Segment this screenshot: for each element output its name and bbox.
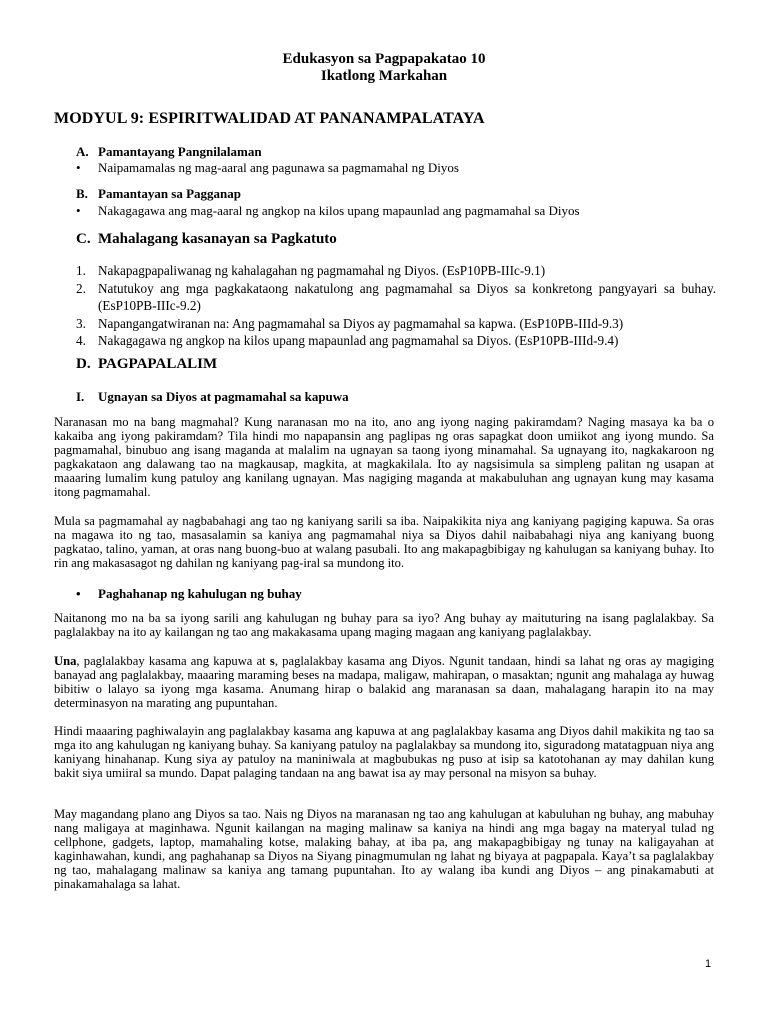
- subsection-i-heading: [76, 389, 349, 405]
- emphasis-una: Una: [54, 654, 77, 668]
- emphasis-s: s: [269, 654, 275, 668]
- bullet-heading-text: Paghahanap ng kahulugan ng buhay: [98, 586, 302, 601]
- list-item-text: Nakagagawa ng angkop na kilos upang mapaunlad ang pagmamahal sa Diyos. (EsP10PB-IIId-9.4): [98, 333, 619, 349]
- list-item-number: 1.: [76, 263, 86, 278]
- page-number: 1: [705, 958, 712, 970]
- list-item-text: Napangangatwiranan na: Ang pagmamahal sa Diyos ay pagmamahal sa kapwa. (EsP10PB-IIId-9.3): [98, 315, 624, 331]
- subsection-i-marker: I.: [76, 389, 85, 404]
- section-d-title: PAGPAPALALIM: [98, 356, 218, 372]
- paragraph-2: Mula sa pagmamahal ay nagbabahagi ang tao ng kaniyang sarili sa iba. Naipakikita niya ang kaniyang pagiging kapuwa. Sa oras na magawa ito ng tao, masasalamin sa kaniya ang pagmamahal niya sa Diyos dahil naibabahagi niya ang kaniyang buong pagkatao, talino, yaman, at oras nang buong-buo at walang pasubali. Ito ang makapagbibigay ng kahulugan sa kaniyang buhay. Ito rin ang makasasagot ng dahilan ng kaniyang pag-iral sa mundong ito.: [54, 514, 714, 570]
- bullet-icon: •: [76, 160, 81, 175]
- section-a-marker: A.: [76, 144, 89, 159]
- paragraph-1: Naranasan mo na bang magmahal? Kung naranasan mo na ito, ano ang iyong naging pakiramdam? Naging masaya ka ba o kakaiba ang iyong pakiramdam? Tila hindi mo napapansin ang paglipas ng oras sapagkat doon umiikot ang iyong mundo. Sa pagmamahal, binubuo ang isang maganda at malalim na ugnayan sa taong iyong minamahal. Sa ugnayang ito, nagkakaroon ng pagkakataon ang dalawang tao na magkausap, magkita, at magkakilala. Ito ay nagsisimula sa simpleng palitan ng usapan at maaaring lumalim kung patuloy ang kanilang ugnayan. Mas nagiging maganda at makabuluhan ang ugnayan kung may kasama itong pagmamahal.: [54, 415, 714, 499]
- bullet-heading: [76, 586, 302, 602]
- subsection-i-title: Ugnayan sa Diyos at pagmamahal sa kapuwa: [98, 389, 349, 404]
- section-a-heading: [76, 144, 262, 160]
- list-item: [76, 315, 716, 333]
- section-a-title: Pamantayang Pangnilalaman: [98, 144, 262, 159]
- list-item-number: 3.: [76, 315, 86, 331]
- subject-heading: Edukasyon sa Pagpapakatao 10: [282, 51, 486, 67]
- paragraph-4-rest: , paglalakbay kasama ang Diyos. Ngunit tandaan, hindi sa lahat ng oras ay magiging banayad ang paglalakbay, maaaring maraming beses na madapa, maligaw, mahirapan, o masaktan; ngunit ang mahalaga ay huwag bibitiw o lalayo sa iyong mga kasama. Anumang hirap o balakid ang maranasan sa daan, mahalagang harapin ito na may determinasyon na marating ang pupuntahan.: [54, 654, 714, 710]
- list-item: [76, 262, 716, 280]
- section-b-item-text: Nakagagawa ang mag-aaral ng angkop na kilos upang mapaunlad ang pagmamahal sa Diyos: [98, 203, 580, 218]
- section-a-item-text: Naipamamalas ng mag-aaral ang pagunawa sa pagmamahal ng Diyos: [98, 160, 459, 175]
- bullet-icon: •: [76, 203, 81, 218]
- bullet-icon: •: [76, 586, 81, 601]
- section-b-title: Pamantayan sa Pagganap: [98, 186, 242, 201]
- section-d-heading: [76, 356, 217, 373]
- section-b-heading: [76, 186, 241, 202]
- list-item-text: Nakapagpapaliwanag ng kahalagahan ng pagmamahal ng Diyos. (EsP10PB-IIIc-9.1): [98, 263, 546, 278]
- paragraph-4-mid: , paglalakbay kasama ang kapuwa at: [76, 654, 270, 668]
- list-item-number: 2.: [76, 280, 86, 296]
- section-c-marker: C.: [76, 231, 91, 247]
- paragraph-5: Hindi maaaring paghiwalayin ang paglalakbay kasama ang kapuwa at ang paglalakbay kasama ang Diyos dahil makikita ng tao sa mga ito ang kahulugan ng kaniyang buhay. Sa kaniyang patuloy na paglalakbay sa mundong ito, siguradong matatagpuan niya ang kaniyang hinahanap. Kung siya ay patuloy na maniniwala at magbubukas ng puso at isip sa katotohanan ay may dahilan kung bakit siya umiiral sa mundo. Dapat palaging tandaan na ang bawat isa ay may personal na misyon sa buhay.: [54, 724, 714, 780]
- module-title: MODYUL 9: ESPIRITWALIDAD AT PANANAMPALATAYA: [54, 110, 485, 127]
- paragraph-3: Naitanong mo na ba sa iyong sarili ang kahulugan ng buhay para sa iyo? Ang buhay ay maituturing na isang paglalakbay. Sa paglalakbay na ito ay kailangan ng tao ang makakasama upang maging magaan ang kaniyang paglalakbay.: [54, 611, 714, 639]
- learning-competencies-list: [76, 262, 716, 350]
- list-item-text: Natutukoy ang mga pagkakataong nakatulong ang pagmamahal sa Diyos sa konkretong pangyayari sa buhay. (EsP10PB-IIIc-9.2): [98, 280, 716, 314]
- section-b-marker: B.: [76, 186, 88, 201]
- paragraph-6: May magandang plano ang Diyos sa tao. Nais ng Diyos na maranasan ng tao ang kahulugan at kabuluhan ng buhay, ang mabuhay nang maligaya at maginhawa. Ngunit kailangan na maging malinaw sa kaniya na hindi ang mga bagay na materyal tulad ng cellphone, gadgets, laptop, mamahaling kotse, malaking bahay, at iba pa, ang makapagbibigay ng tunay na kaligayahan at kaginhawahan, kundi, ang paghahanap sa Diyos na Siyang pinagmumulan ng lahat ng biyaya at pagpapala. Kaya’t sa paglalakbay ng tao, mahalagang malinaw sa kaniya ang tamang pupuntahan. Ito ay walang iba kundi ang Diyos – ang pinakamabuti at pinakamahalaga sa lahat.: [54, 807, 714, 891]
- list-item-number: 4.: [76, 333, 86, 349]
- paragraph-4: [54, 655, 714, 711]
- section-c-title: Mahalagang kasanayan sa Pagkatuto: [98, 231, 337, 247]
- section-a-item: [76, 160, 459, 176]
- list-item: [76, 280, 716, 315]
- section-d-marker: D.: [76, 356, 91, 372]
- quarter-heading: Ikatlong Markahan: [320, 68, 448, 84]
- section-b-item: [76, 203, 580, 219]
- section-c-heading: [76, 231, 337, 248]
- list-item: [76, 332, 716, 350]
